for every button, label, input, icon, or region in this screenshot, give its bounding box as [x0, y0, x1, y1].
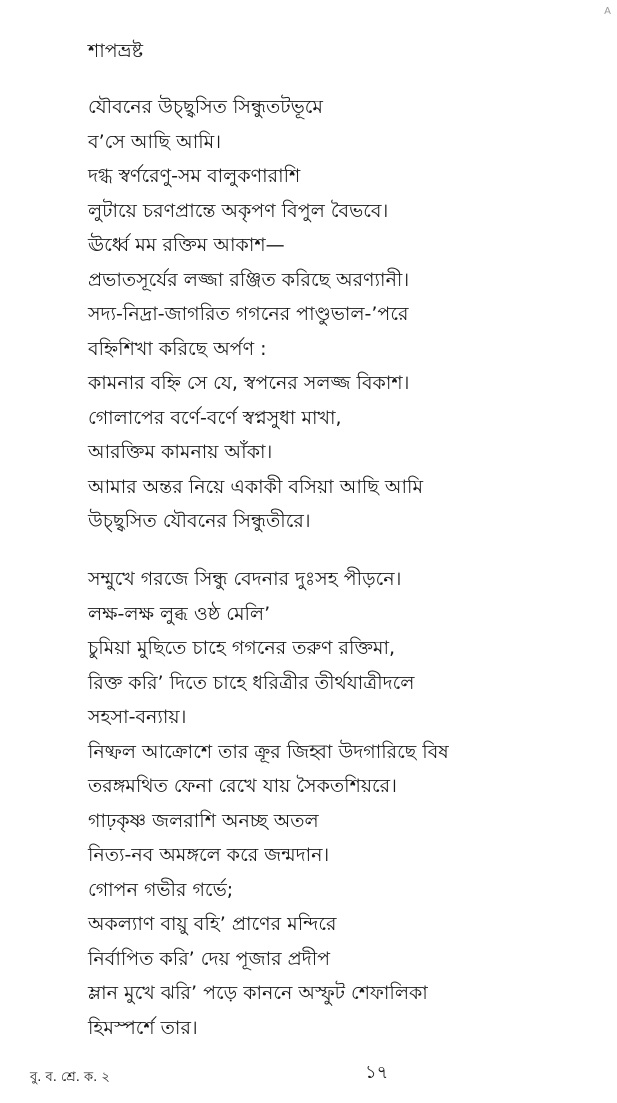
poem-line: গোপন গভীর গর্ভে;	[88, 878, 234, 901]
poem-line: সদ্য-নিদ্রা-জাগরিত গগনের পাণ্ডুভাল-’পরে	[88, 303, 409, 325]
poem-line: বহ্নিশিখা করিছে অর্পণ :	[88, 337, 267, 360]
poem-line: ঊর্ধ্বে মম রক্তিম আকাশ—	[88, 234, 285, 256]
poem-line: অকল্যাণ বায়ু বহি’ প্রাণের মন্দিরে	[88, 913, 337, 935]
corner-mark: A	[604, 6, 611, 17]
poem-line: লক্ষ-লক্ষ লুব্ধ ওষ্ঠ মেলি’	[88, 602, 271, 625]
poem-line: ম্লান মুখে ঝরি’ পড়ে কাননে অস্ফুট শেফালিকা	[88, 982, 428, 1004]
stanza-1	[88, 90, 598, 539]
poem-line: প্রভাতসূর্যের লজ্জা রঞ্জিত করিছে অরণ্যানী।	[88, 268, 410, 291]
poem-line: কামনার বহ্নি সে যে, স্বপনের সলজ্জ বিকাশ।	[88, 372, 410, 394]
poem-line: গাঢ়কৃষ্ণ জলরাশি অনচ্ছ অতল	[88, 809, 319, 832]
poem-line: সহসা-বন্যায়।	[88, 706, 187, 728]
poem-line: উচ্ছ্বসিত যৌবনের সিন্ধুতীরে।	[88, 510, 311, 532]
poem-line: নিত্য-নব অমঙ্গলে করে জন্মদান।	[88, 844, 330, 866]
poem-line: আরক্তিম কামনায় আঁকা।	[88, 441, 273, 463]
poem-line: ব’সে আছি আমি।	[88, 130, 222, 153]
poem-line: নিষ্ফল আক্রোশে তার ক্রূর জিহ্বা উদগারিছে বিষ	[88, 740, 449, 763]
signature-mark: বু. ব. শ্রে. ক. ২	[30, 1070, 110, 1085]
poem-line: সম্মুখে গরজে সিন্ধু বেদনার দুঃসহ পীড়নে।	[88, 568, 402, 590]
poem-line: রিক্ত করি’ দিতে চাহে ধরিত্রীর তীর্থযাত্রীদলে	[88, 671, 415, 694]
stanza-2	[88, 562, 598, 1045]
poem-line: হিমস্পর্শে তার।	[88, 1016, 198, 1039]
page-number: ১৭	[365, 1062, 389, 1083]
poem-line: আমার অন্তর নিয়ে একাকী বসিয়া আছি আমি	[88, 475, 424, 498]
poem-line: তরঙ্গমথিত ফেনা রেখে যায় সৈকতশিয়রে।	[88, 775, 397, 797]
poem-line: নির্বাপিত করি’ দেয় পূজার প্রদীপ	[88, 947, 331, 970]
poem-line: গোলাপের বর্ণে-বর্ণে স্বপ্নসুধা মাখা,	[88, 406, 342, 429]
poem-line: যৌবনের উচ্ছ্বসিত সিন্ধুতটভূমে	[88, 96, 323, 118]
poem-line: দগ্ধ স্বর্ণরেণু-সম বালুকণারাশি	[88, 165, 301, 187]
poem-title: শাপভ্রষ্ট	[88, 40, 143, 62]
poem-line: চুমিয়া মুছিতে চাহে গগনের তরুণ রক্তিমা,	[88, 637, 396, 659]
poem-line: লুটায়ে চরণপ্রান্তে অকৃপণ বিপুল বৈভবে।	[88, 199, 389, 222]
